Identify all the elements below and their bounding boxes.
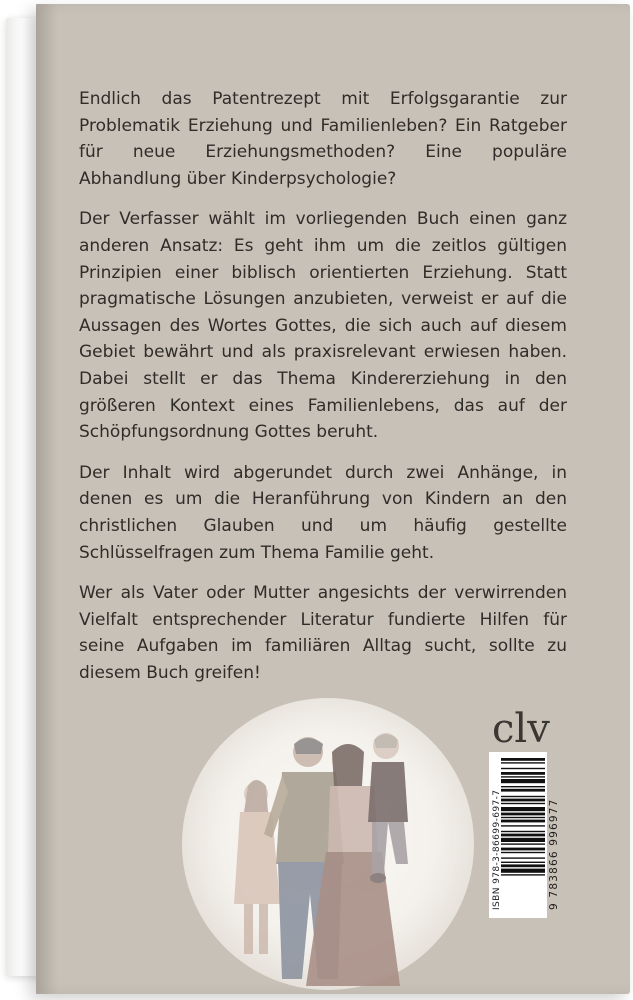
blurb-paragraph-2: Der Verfasser wählt im vorliegenden Buch einen ganz anderen Ansatz: Es geht ihm um die zeitlos gültigen Prinzipien einer biblisch orientierten Erziehung. Statt pragmatische Lösungen anzubieten, verweist er auf die Aussagen des Wortes Gottes, die sich auch auf diesem Gebiet bewährt und als praxisrelevant erwiesen haben. Dabei stellt er das Thema Kindererziehung in den größeren Kontext eines Familienlebens, das auf der Schöpfungsordnung Gottes beruht. — [79, 209, 567, 443]
barcode-bar — [501, 799, 545, 802]
blurb-paragraph-3: Der Inhalt wird abgerundet durch zwei Anhänge, in denen es um die Heranführung von Kindern an den christlichen Glauben und um häufig gestellte Schlüsselfragen zum Thema Familie geht. — [79, 462, 567, 563]
barcode-bar — [501, 864, 545, 867]
barcode-bar — [501, 776, 545, 777]
barcode-bar — [501, 852, 545, 853]
clv-logo-icon — [490, 706, 550, 752]
barcode-bar — [501, 838, 545, 842]
barcode-bar — [501, 813, 545, 816]
isbn-label: ISBN 978-3-86699-697-7 — [492, 789, 502, 910]
ean-digits — [548, 798, 560, 910]
barcode-bar — [501, 789, 545, 792]
barcode-bar — [501, 768, 545, 769]
barcode-bar — [501, 803, 545, 804]
barcode-bar — [501, 862, 545, 863]
family-watercolor-illustration — [178, 694, 478, 994]
back-cover-blurb — [79, 86, 567, 700]
barcode-bar — [501, 843, 545, 844]
barcode-bar — [501, 848, 545, 851]
barcode-bar — [501, 857, 545, 858]
spine-shadow — [36, 4, 58, 994]
blurb-paragraph-1: Endlich das Patentrezept mit Erfolgsgarantie zur Problematik Erziehung und Familienleben? Ein Ratgeber für neue Erziehungsmethoden? Eine populäre Abhandlung über Kinderpsychologie? — [79, 89, 567, 189]
barcode-bar — [501, 869, 545, 873]
barcode-bar — [501, 796, 545, 797]
ean-group-1: 783866 — [548, 850, 560, 898]
barcode-bar — [501, 874, 545, 875]
barcode-bar — [501, 817, 545, 818]
barcode-bar — [501, 772, 545, 775]
blurb-paragraph-4: Wer als Vater oder Mutter angesichts der verwirrenden Vielfalt entsprechender Literatur fundierte Hilfen für seine Aufgaben im familiären Alltag sucht, sollte zu diesem Buch greifen! — [79, 583, 567, 683]
ean-group-2: 996977 — [548, 798, 560, 846]
barcode-bar — [501, 762, 545, 763]
barcode-bar — [501, 807, 545, 811]
barcode-bar — [501, 820, 545, 823]
barcode-bar — [501, 834, 545, 837]
barcode-bar — [501, 831, 545, 832]
barcode-bar — [501, 825, 545, 826]
barcode-bar — [501, 779, 545, 783]
ean-first-digit: 9 — [548, 902, 560, 910]
clv-logo-text: clv — [492, 706, 550, 752]
barcode-bar — [501, 786, 545, 787]
barcode-bar — [501, 758, 545, 761]
